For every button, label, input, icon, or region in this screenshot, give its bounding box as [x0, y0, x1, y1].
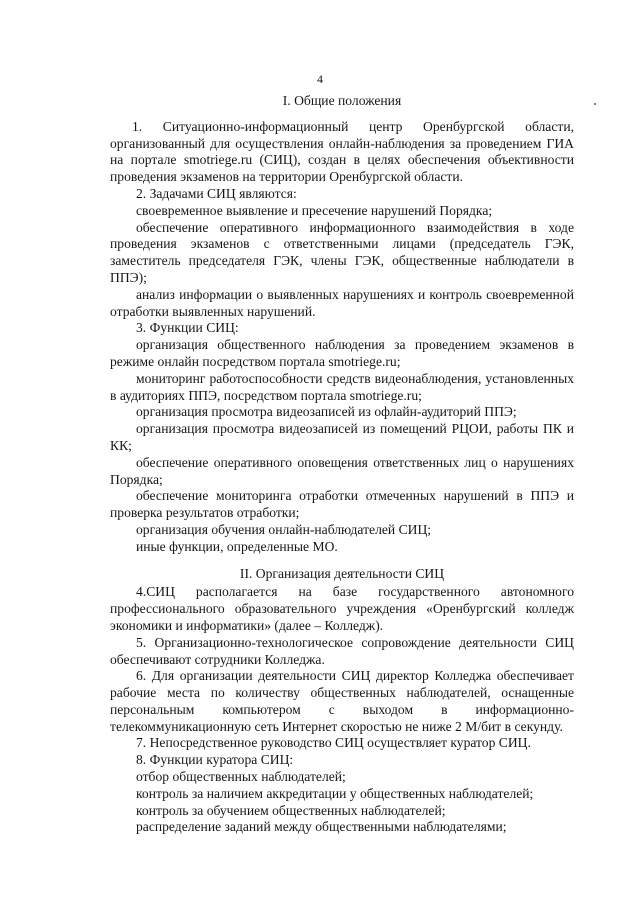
section-heading: I. Общие положения — [282, 93, 402, 108]
paragraph: организация обучения онлайн-наблюдателей СИЦ; — [136, 521, 432, 537]
paragraph: иные функции, определенные МО. — [136, 538, 338, 554]
paragraph: 8. Функции куратора СИЦ: — [136, 752, 294, 768]
paragraph: 1. Ситуационно-информационный центр Оренбургской области, организованный для осуществления онлайн-наблюдения за проведением ГИА на портале smotriege.ru (СИЦ), создан в целях обеспечения объективности проведения экзаменов на территории Оренбургской области. — [110, 118, 574, 185]
paragraph: 7. Непосредственное руководство СИЦ осуществляет куратор СИЦ. — [136, 735, 531, 751]
paragraph: 2. Задачами СИЦ являются: — [136, 185, 297, 201]
paragraph: контроль за обучением общественных наблюдателей; — [136, 802, 446, 818]
paragraph: обеспечение оперативного информационного взаимодействия в ходе проведения экзаменов с ответственными лицами (председатель ГЭК, заместитель председателя ГЭК, члены ГЭК, общественные наблюдатели в ППЭ); — [110, 219, 574, 285]
paragraph: 3. Функции СИЦ: — [136, 320, 239, 336]
paragraph: 5. Организационно-технологическое сопровождение деятельности СИЦ обеспечивают сотрудники Колледжа. — [110, 634, 574, 667]
paragraph: 4.СИЦ располагается на базе государственного автономного профессионального образовательного учреждения «Оренбургский колледж экономики и информатики» (далее – Колледж). — [110, 584, 574, 633]
document-body — [110, 93, 574, 836]
scan-speck — [594, 103, 596, 105]
paragraph: мониторинг работоспособности средств видеонаблюдения, установленных в аудиториях ППЭ, посредством портала smotriege.ru; — [110, 370, 574, 403]
page-number: 4 — [317, 72, 323, 86]
paragraph: анализ информации о выявленных нарушениях и контроль своевременной отработки выявленных нарушений. — [110, 286, 574, 319]
paragraph: 6. Для организации деятельности СИЦ директор Колледжа обеспечивает рабочие места по количеству общественных наблюдателей, оснащенные персональным компьютером с выходом в информационно-телекоммуникационную сеть Интернет скоростью не ниже 2 М/бит в секунду. — [110, 668, 574, 734]
section-heading: II. Организация деятельности СИЦ — [239, 565, 445, 581]
paragraph: организация просмотра видеозаписей из помещений РЦОИ, работы ПК и КК; — [110, 421, 574, 453]
paragraph: организация общественного наблюдения за проведением экзаменов в режиме онлайн посредством портала smotriege.ru; — [110, 337, 574, 369]
paragraph: контроль за наличием аккредитации у общественных наблюдателей; — [136, 785, 534, 801]
paragraph: организация просмотра видеозаписей из офлайн-аудиторий ППЭ; — [136, 404, 517, 420]
paragraph: обеспечение оперативного оповещения ответственных лиц о нарушениях Порядка; — [110, 454, 574, 487]
paragraph: отбор общественных наблюдателей; — [136, 769, 346, 785]
section-general-provisions — [110, 93, 574, 556]
paragraph: распределение заданий между общественными наблюдателями; — [136, 819, 507, 835]
paragraph: своевременное выявление и пресечение нарушений Порядка; — [136, 202, 493, 218]
paragraph: обеспечение мониторинга отработки отмеченных нарушений в ППЭ и проверка результатов отработки; — [110, 488, 574, 521]
section-organization — [110, 566, 574, 837]
